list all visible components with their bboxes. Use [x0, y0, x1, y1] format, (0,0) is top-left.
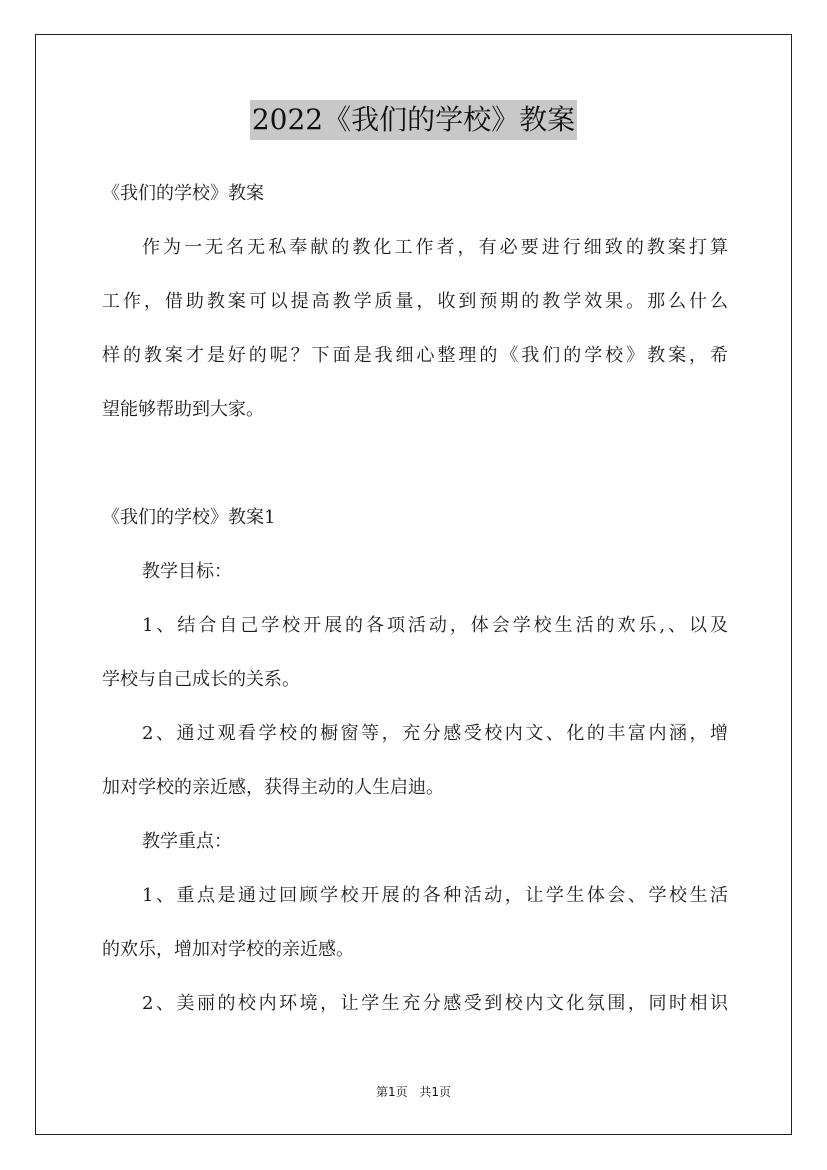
key1-line-1: 1、重点是通过回顾学校开展的各种活动，让学生体会、学校生活 [142, 885, 728, 906]
intro-line-2: 工作，借助教案可以提高教学质量，收到预期的教学效果。那么什么 [102, 291, 728, 312]
key-heading: 教学重点： [142, 831, 232, 852]
section-heading: 《我们的学校》教案1 [102, 507, 276, 528]
page-footer [0, 1083, 827, 1100]
subtitle: 《我们的学校》教案 [102, 183, 264, 204]
intro-line-4: 望能够帮助到大家。 [102, 399, 264, 420]
page-total: 共1页 [419, 1085, 452, 1099]
goal2-line-1: 2、通过观看学校的橱窗等，充分感受校内文、化的丰富内涵，增 [142, 723, 728, 744]
goals-heading: 教学目标： [142, 561, 232, 582]
goal1-line-2: 学校与自己成长的关系。 [102, 669, 300, 690]
intro-line-1: 作为一无名无私奉献的教化工作者，有必要进行细致的教案打算 [142, 237, 728, 258]
goal1-line-1: 1、结合自己学校开展的各项活动，体会学校生活的欢乐,、以及 [142, 615, 728, 636]
key2-line-1: 2、美丽的校内环境，让学生充分感受到校内文化氛围，同时相识 [142, 993, 728, 1014]
title-wrap [0, 100, 827, 140]
page-number: 第1页 [375, 1085, 408, 1099]
intro-line-3: 样的教案才是好的呢？下面是我细心整理的《我们的学校》教案，希 [102, 345, 728, 366]
key1-line-2: 的欢乐，增加对学校的亲近感。 [102, 939, 354, 960]
goal2-line-2: 加对学校的亲近感，获得主动的人生启迪。 [102, 777, 444, 798]
document-title: 2022《我们的学校》教案 [250, 100, 577, 140]
